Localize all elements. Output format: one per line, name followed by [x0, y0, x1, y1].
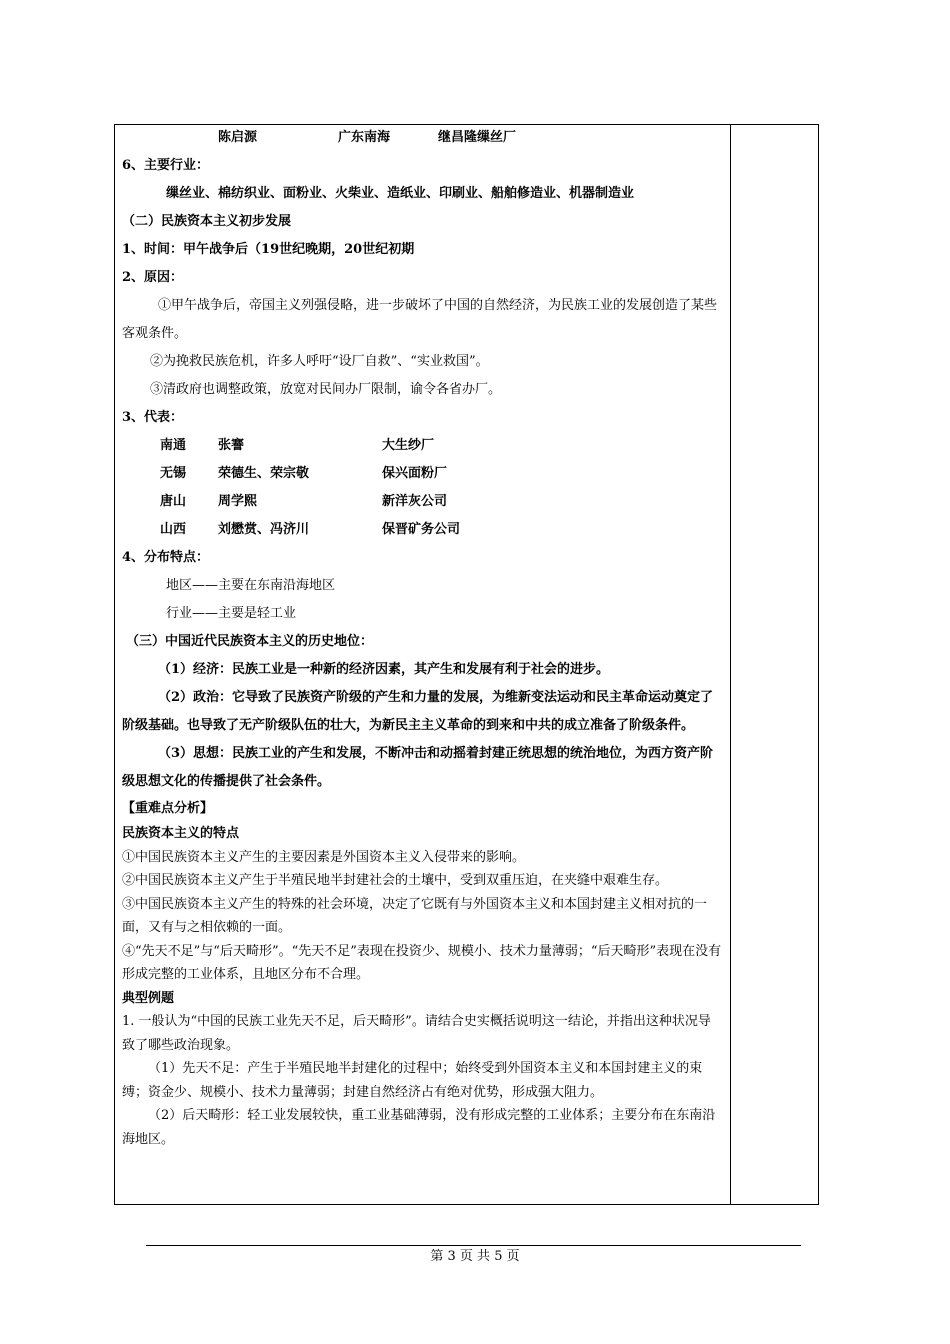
time-line: 1、时间：甲午战争后（19世纪晚期，20世纪初期 [122, 242, 415, 257]
rep-title: 3、代表： [122, 410, 184, 425]
rep-city: 山西 [160, 522, 187, 537]
position-economy: （1）经济：民族工业是一种新的经济因素，其产生和发展有利于社会的进步。 [158, 662, 610, 677]
reason-2: ②为挽救民族危机，许多人呼吁“设厂自救”、“实业救国”。 [150, 354, 489, 369]
founder-place: 广东南海 [338, 130, 391, 145]
rep-row [160, 432, 722, 460]
rep-company: 保晋矿务公司 [382, 522, 461, 537]
feature-4: ④“先天不足”与“后天畸形”。“先天不足”表现在投资少、规模小、技术力量薄弱；“后天畸形”表现在没有形成完整的工业体系，且地区分布不合理。 [122, 943, 722, 982]
distribution-industry: 行业——主要是轻工业 [166, 606, 297, 621]
analysis-title: 【重难点分析】 [122, 801, 214, 816]
position-thought: （3）思想：民族工业的产生和发展，不断冲击和动摇着封建正统思想的统治地位，为西方资产阶级思想文化的传播提供了社会条件。 [122, 746, 714, 789]
position-politics: （2）政治：它导致了民族资产阶级的产生和力量的发展，为维新变法运动和民主革命运动奠定了阶级基础。也导致了无产阶级队伍的壮大，为新民主主义革命的到来和中共的成立准备了阶级条件。 [122, 690, 714, 733]
rep-row [160, 460, 722, 488]
section-6-title: 6、主要行业： [122, 158, 210, 173]
rep-company: 新洋灰公司 [382, 494, 448, 509]
reason-3: ③清政府也调整政策，放宽对民间办厂限制，谕令各省办厂。 [150, 382, 502, 397]
question-1: 1. 一般认为“中国的民族工业先天不足，后天畸形”。请结合史实概括说明这一结论，并指出这种状况导致了哪些政治现象。 [122, 1014, 711, 1053]
rep-city: 南通 [160, 438, 187, 453]
founder-row [122, 124, 722, 152]
table-column-divider [730, 124, 731, 1205]
founder-name: 陈启源 [218, 130, 258, 145]
distribution-region: 地区——主要在东南沿海地区 [166, 578, 336, 593]
feature-3: ③中国民族资本主义产生的特殊的社会环境，决定了它既有与外国资本主义和本国封建主义相对抗的一面，又有与之相依赖的一面。 [122, 896, 708, 935]
answer-1: （1）先天不足：产生于半殖民地半封建化的过程中；始终受到外国资本主义和本国封建主义的束缚；资金少、规模小、技术力量薄弱；封建自然经济占有绝对优势，形成强大阻力。 [122, 1061, 703, 1100]
rep-row [160, 516, 722, 544]
founder-factory: 继昌隆缫丝厂 [438, 130, 517, 145]
rep-person: 荣德生、荣宗敬 [218, 466, 310, 481]
answer-2: （2）后天畸形：轻工业发展较快，重工业基础薄弱，没有形成完整的工业体系；主要分布在东南沿海地区。 [122, 1108, 716, 1147]
rep-company: 大生纱厂 [382, 438, 435, 453]
reason-1: ①甲午战争后，帝国主义列强侵略，进一步破坏了中国的自然经济，为民族工业的发展创造了某些客观条件。 [122, 298, 718, 341]
example-title: 典型例题 [122, 990, 175, 1006]
rep-city: 无锡 [160, 466, 187, 481]
reason-title: 2、原因： [122, 270, 184, 285]
rep-row [160, 488, 722, 516]
feature-1: ①中国民族资本主义产生的主要因素是外国资本主义入侵带来的影响。 [122, 849, 526, 865]
rep-city: 唐山 [160, 494, 187, 509]
rep-person: 周学熙 [218, 494, 258, 509]
lesson-content [122, 124, 722, 1151]
distribution-title: 4、分布特点： [122, 550, 210, 565]
page-number: 第 3 页 共 5 页 [430, 1249, 520, 1264]
part-2-title: （二）民族资本主义初步发展 [122, 214, 292, 229]
rep-person: 张謇 [218, 438, 245, 453]
rep-person: 刘懋赏、冯济川 [218, 522, 310, 537]
rep-list [122, 432, 722, 544]
section-6-body: 缫丝业、棉纺织业、面粉业、火柴业、造纸业、印刷业、船舶修造业、机器制造业 [166, 186, 635, 201]
part-3-title: （三）中国近代民族资本主义的历史地位： [126, 634, 374, 649]
feature-title: 民族资本主义的特点 [122, 826, 240, 841]
footer-rule [146, 1245, 801, 1246]
feature-2: ②中国民族资本主义产生于半殖民地半封建社会的土壤中，受到双重压迫，在夹缝中艰难生存。 [122, 873, 669, 888]
rep-company: 保兴面粉厂 [382, 466, 448, 481]
